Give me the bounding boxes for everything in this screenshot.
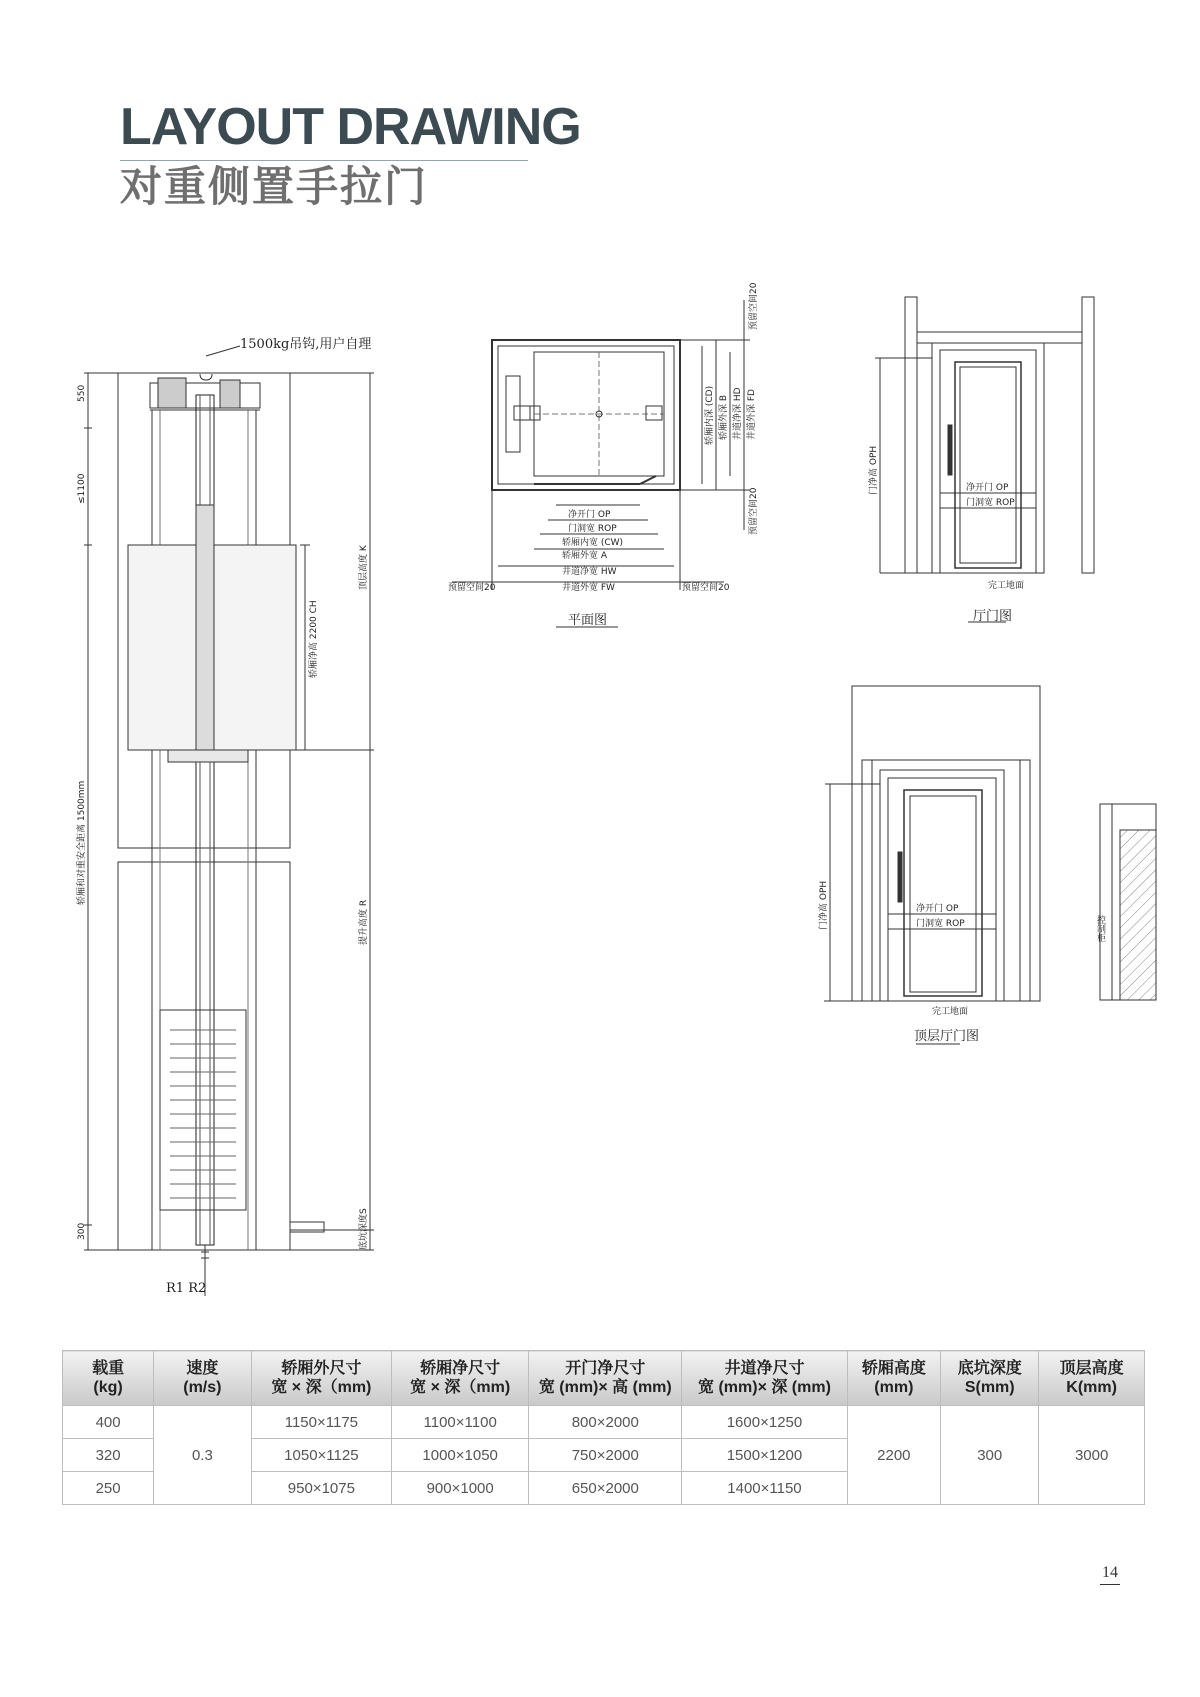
cell-top-height: 3000 — [1039, 1406, 1145, 1505]
hook-note: 1500kg吊钩,用户自理 — [240, 337, 372, 352]
cell-car-inner: 1100×1100 — [392, 1406, 529, 1439]
plan-reserve-bottom: 预留空间20 — [749, 487, 759, 535]
travel-label: 轿厢和对重安全距离 1500mm — [77, 780, 87, 905]
header-car-outer: 轿厢外尺寸 宽 × 深（mm) — [251, 1351, 392, 1406]
hall-rop: 门洞宽 ROP — [966, 498, 1015, 508]
plan-fd: 井道外深 FD — [747, 389, 757, 440]
cell-car-outer: 1150×1175 — [251, 1406, 392, 1439]
cell-car-inner: 1000×1050 — [392, 1439, 529, 1472]
plan-op: 净开门 OP — [568, 510, 611, 520]
spec-header-row — [63, 1351, 1145, 1406]
plan-view — [452, 300, 750, 627]
dim-550: 550 — [77, 384, 87, 402]
cell-car-outer: 1050×1125 — [251, 1439, 392, 1472]
hall-door-view — [875, 297, 1094, 622]
cell-car-height: 2200 — [847, 1406, 941, 1505]
page-subtitle: 对重侧置手拉门 — [120, 162, 429, 211]
cell-pit-depth: 300 — [941, 1406, 1039, 1505]
hall-floor: 完工地面 — [988, 581, 1025, 591]
plan-reserve-top: 预留空间20 — [749, 282, 759, 330]
cell-door: 750×2000 — [529, 1439, 682, 1472]
plan-cw: 轿厢内宽 (CW) — [562, 538, 624, 548]
top-hall-caption: 顶层厅门图 — [914, 1029, 980, 1044]
plan-hd: 井道净深 HD — [733, 387, 743, 440]
buffer-label: R1 R2 — [166, 1281, 207, 1296]
top-hall-op: 净开门 OP — [916, 904, 959, 914]
hall-oph: 门净高 OPH — [869, 445, 879, 495]
cell-shaft: 1500×1200 — [682, 1439, 847, 1472]
travel-height-label: 提升高度 R — [359, 899, 369, 945]
car-height-label: 轿厢净高 2200 CH — [309, 600, 319, 678]
cell-car-outer: 950×1075 — [251, 1472, 392, 1505]
top-hall-oph: 门净高 OPH — [819, 880, 829, 930]
plan-cd: 轿厢内深 (CD) — [705, 385, 715, 445]
header-car-inner: 轿厢净尺寸 宽 × 深（mm) — [392, 1351, 529, 1406]
header-load: 载重 (kg) — [63, 1351, 154, 1406]
header-shaft: 井道净尺寸 宽 (mm)× 深 (mm) — [682, 1351, 847, 1406]
cell-shaft: 1400×1150 — [682, 1472, 847, 1505]
top-height-label: 顶层高度 K — [359, 545, 369, 590]
plan-hw: 井道净宽 HW — [562, 567, 617, 577]
header-speed: 速度 (m/s) — [154, 1351, 251, 1406]
pit-label: 底坑深度S — [359, 1208, 369, 1250]
plan-rop: 门洞宽 ROP — [568, 524, 617, 534]
plan-a: 轿厢外宽 A — [562, 551, 608, 561]
cell-door: 650×2000 — [529, 1472, 682, 1505]
dim-1100: ≤1100 — [77, 473, 87, 504]
cell-load: 400 — [63, 1406, 154, 1439]
top-hall-rop: 门洞宽 ROP — [916, 919, 965, 929]
dim-300: 300 — [77, 1222, 87, 1240]
cell-door: 800×2000 — [529, 1406, 682, 1439]
cell-speed: 0.3 — [154, 1406, 251, 1505]
cell-load: 320 — [63, 1439, 154, 1472]
plan-fw: 井道外宽 FW — [562, 583, 615, 593]
top-hall-floor: 完工地面 — [932, 1007, 969, 1017]
plan-reserve-left: 预留空间20 — [448, 583, 496, 593]
header-pit-depth: 底坑深度 S(mm) — [941, 1351, 1039, 1406]
control-cabinet-label: 控制柜 — [1095, 915, 1105, 942]
spec-table — [62, 1350, 1145, 1505]
cell-car-inner: 900×1000 — [392, 1472, 529, 1505]
hall-op: 净开门 OP — [966, 483, 1009, 493]
page-number: 14 — [1100, 1564, 1120, 1585]
header-car-height: 轿厢高度 (mm) — [847, 1351, 941, 1406]
page-title: LAYOUT DRAWING — [120, 98, 581, 156]
plan-caption: 平面图 — [568, 613, 608, 628]
top-hall-door-view — [824, 686, 1040, 1044]
cell-shaft: 1600×1250 — [682, 1406, 847, 1439]
section-view — [84, 346, 374, 1296]
hall-caption: 厅门图 — [973, 609, 1013, 624]
plan-reserve-right: 预留空间20 — [682, 583, 730, 593]
cell-load: 250 — [63, 1472, 154, 1505]
control-cabinet-view — [1100, 804, 1156, 1000]
header-top-height: 顶层高度 K(mm) — [1039, 1351, 1145, 1406]
header-door: 开门净尺寸 宽 (mm)× 高 (mm) — [529, 1351, 682, 1406]
table-row — [63, 1406, 1145, 1439]
plan-b: 轿厢外深 B — [719, 394, 729, 440]
